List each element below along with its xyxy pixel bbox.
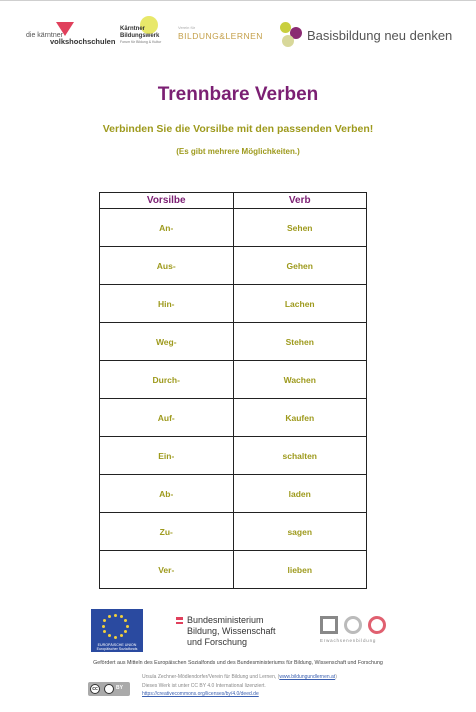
verb-cell: schalten [233,437,367,475]
kbw-logo-text [120,26,159,40]
kbw-logo-sub: Forum für Bildung & Kultur [120,40,162,44]
austria-flag-icon [176,617,183,624]
kbw-logo [120,16,170,50]
eu-star-icon [103,630,106,633]
license-text: Ursula Zechner-Mödlendorfer/Verein für Bildung und Lernen, (www.bildungundlernen.at) Dieses Werk ist unter CC BY 4.0 International lizenziert. https://creativecommons.org/licenses/by/4.0/deed.de [142,674,337,697]
table-row [100,247,367,285]
eu-star-icon [103,619,106,622]
verb-cell: Stehen [233,323,367,361]
eu-stars-icon [100,613,130,639]
eu-star-icon [124,619,127,622]
creativecommons-link[interactable]: https://creativecommons.org/licenses/by/4.0/deed.de [142,691,259,697]
table-row [100,323,367,361]
table-row [100,285,367,323]
vhs-logo-line1: die kärntner [26,32,63,39]
basisbildung-logo-text: Basisbildung neu denken [307,28,453,43]
square-icon [320,616,338,634]
dot-icon-pale [282,35,294,47]
prefix-cell: Ver- [100,551,234,589]
eu-star-icon [102,625,105,628]
prefix-cell: Ab- [100,475,234,513]
eu-logo-text: EUROPÄISCHE UNION Europäischer Sozialfonds [96,643,138,651]
prefix-cell: Auf- [100,399,234,437]
table-row [100,437,367,475]
verb-cell: Sehen [233,209,367,247]
verb-cell: Gehen [233,247,367,285]
vhs-logo [26,22,116,48]
prefix-cell: Ein- [100,437,234,475]
verb-cell: sagen [233,513,367,551]
bul-logo-small: Verein für [178,25,196,30]
top-rule [0,0,476,1]
instruction-text: Verbinden Sie die Vorsilbe mit den passenden Verben! [102,123,374,135]
prefix-cell: Hin- [100,285,234,323]
table-row [100,399,367,437]
table-row [100,361,367,399]
table-row [100,513,367,551]
erwachsenenbildung-logo [320,616,404,656]
prefix-cell: Zu- [100,513,234,551]
column-header-verb: Verb [233,193,367,209]
eu-star-icon [108,615,111,618]
person-icon [104,684,114,694]
prefix-cell: Durch- [100,361,234,399]
prefix-cell: An- [100,209,234,247]
table-row [100,209,367,247]
bmbwf-logo [176,615,316,651]
eu-star-icon [114,614,117,617]
eu-star-icon [114,636,117,639]
cc-by-badge [88,682,130,696]
bildung-lernen-logo [178,25,263,48]
hint-text: (Es gibt mehrere Möglichkeiten.) [176,147,300,156]
verb-cell: Wachen [233,361,367,399]
kbw-logo-line2: Bildungswerk [120,33,160,39]
cc-icon: cc [90,684,100,694]
circle-icon [344,616,362,634]
prefix-cell: Weg- [100,323,234,361]
cc-by-label: BY [116,685,123,691]
vhs-logo-line2: volkshochschulen [50,37,116,46]
funding-note: Gefördert aus Mitteln des Europäischen Sozialfonds und des Bundesministeriums für Bildung, Wissenschaft und Forschung [93,660,383,666]
erwachsenenbildung-text: Erwachsenenbildung [320,638,377,643]
bmbwf-line3: und Forschung [187,637,248,647]
bmbwf-line1: Bundesministerium [187,615,264,625]
bildungundlernen-link[interactable]: www.bildungundlernen.at [279,674,336,680]
circle-icon-red [368,616,386,634]
eu-star-icon [124,630,127,633]
license-line2: Dieses Werk ist unter CC BY 4.0 International lizenziert. [142,682,266,689]
table-row [100,475,367,513]
column-header-vorsilbe: Vorsilbe [100,193,234,209]
page-title: Trennbare Verben [157,84,319,105]
verb-table [99,192,367,589]
license-line1: Ursula Zechner-Mödlendorfer/Verein für Bildung und Lernen, [142,674,277,680]
table-header-row [100,193,367,209]
bmbwf-line2: Bildung, Wissenschaft [187,626,276,636]
bmbwf-logo-text [187,615,276,648]
eu-star-icon [126,625,129,628]
eu-star-icon [120,634,123,637]
eu-star-icon [120,615,123,618]
verb-cell: lieben [233,551,367,589]
verb-cell: Kaufen [233,399,367,437]
verb-cell: laden [233,475,367,513]
kbw-logo-line1: Kärntner [120,26,146,32]
eu-star-icon [108,634,111,637]
prefix-cell: Aus- [100,247,234,285]
verb-cell: Lachen [233,285,367,323]
basisbildung-logo [278,22,463,50]
bul-logo-big: BILDUNG&LERNEN [178,31,263,41]
table-row [100,551,367,589]
eu-flag-logo [91,609,143,652]
